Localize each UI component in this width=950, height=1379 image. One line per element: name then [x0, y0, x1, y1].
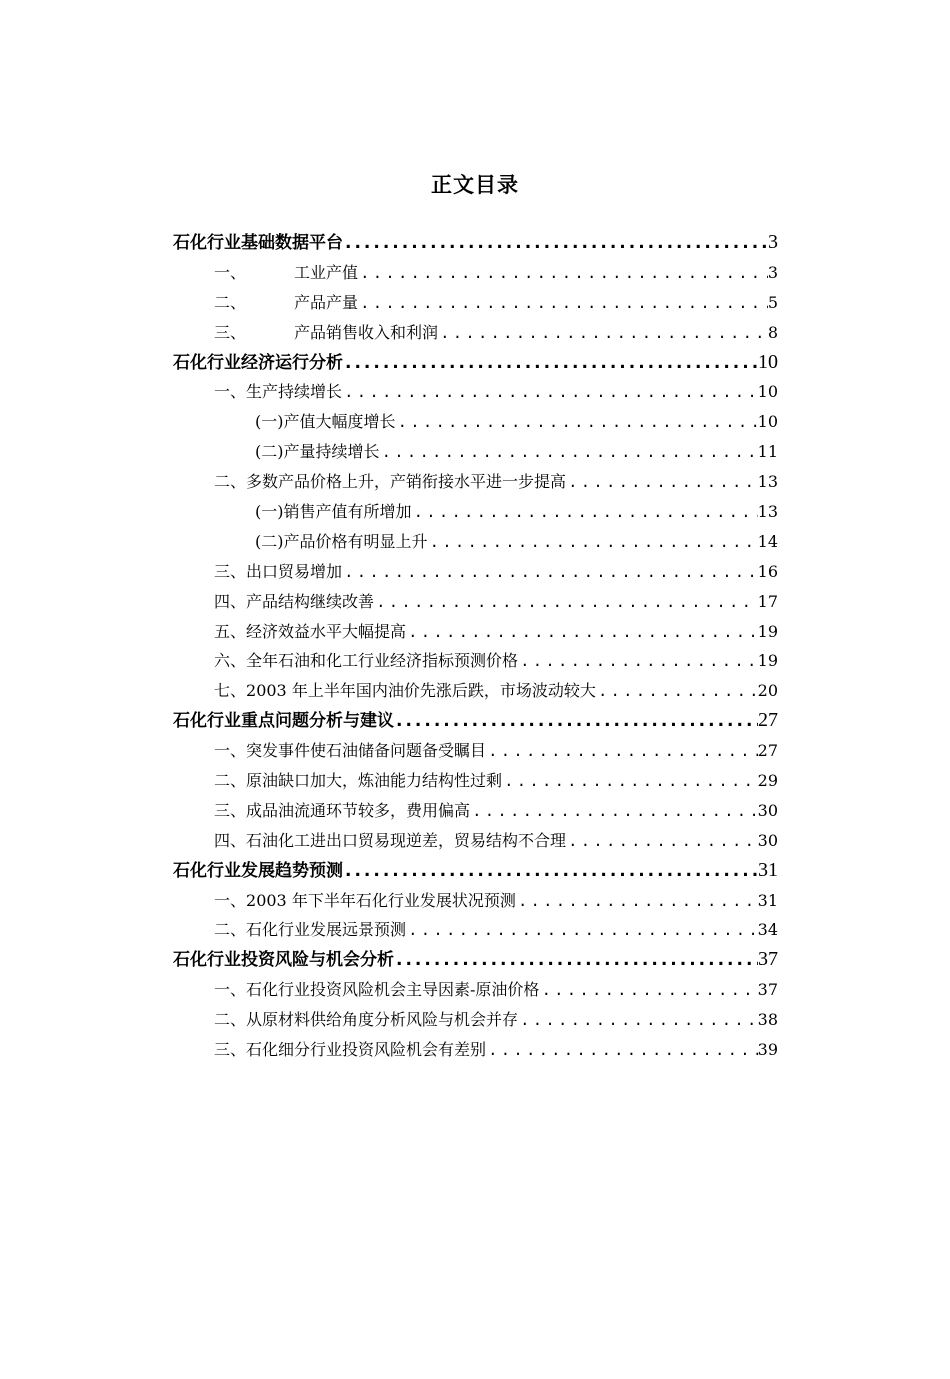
- toc-subsection-entry[interactable]: [173, 915, 778, 945]
- toc-page-number: 13: [757, 472, 778, 492]
- toc-entry-title: 产品结构继续改善: [246, 591, 375, 611]
- toc-entry-number: 一、: [214, 890, 247, 910]
- toc-entry-title: 产量持续增长: [283, 442, 380, 462]
- toc-dot-leader: [438, 318, 768, 348]
- toc-entry-title: 销售产值有所增加: [283, 502, 412, 522]
- toc-dot-leader: [486, 1035, 758, 1065]
- toc-entry-number: 二、: [214, 771, 247, 791]
- toc-dot-leader: [358, 258, 768, 288]
- toc-page-number: 13: [757, 502, 778, 522]
- toc-entry-number: 三、: [214, 561, 247, 581]
- toc-dot-leader: [343, 857, 758, 886]
- toc-subsection-entry[interactable]: [173, 736, 778, 766]
- toc-entry-number: (二): [255, 442, 284, 462]
- toc-dot-leader: [394, 707, 758, 736]
- toc-entry-number: 三、: [214, 800, 247, 820]
- toc-dot-leader: [566, 826, 758, 856]
- toc-entry-number: 五、: [214, 621, 247, 641]
- toc-subsection-entry[interactable]: [173, 527, 778, 557]
- toc-entry-number: 三、: [214, 322, 247, 342]
- toc-subsection-entry[interactable]: [173, 258, 778, 288]
- toc-subsection-entry[interactable]: [173, 407, 778, 437]
- toc-subsection-entry[interactable]: [173, 646, 778, 676]
- toc-page-number: 34: [757, 920, 778, 940]
- toc-entry-title: 产品销售收入和利润: [294, 322, 439, 342]
- toc-page-number: 31: [757, 890, 778, 910]
- toc-entry-number: 二、: [214, 1010, 247, 1030]
- toc-subsection-entry[interactable]: [173, 288, 778, 318]
- toc-entry-title: 工业产值: [294, 262, 359, 282]
- toc-page-number: 3: [768, 231, 778, 253]
- toc-entry-number: 一、: [214, 262, 247, 282]
- toc-entry-number: 二、: [214, 920, 247, 940]
- toc-dot-leader: [406, 617, 758, 647]
- toc-page-number: 8: [767, 322, 778, 342]
- toc-dot-leader: [596, 676, 758, 706]
- toc-entry-title: 经济效益水平大幅提高: [246, 621, 407, 641]
- toc-subsection-entry[interactable]: [173, 617, 778, 647]
- toc-page-number: 29: [757, 771, 778, 791]
- toc-subsection-entry[interactable]: [173, 676, 778, 706]
- toc-page-number: 10: [757, 382, 778, 402]
- toc-dot-leader: [380, 437, 758, 467]
- toc-page-number: 17: [757, 591, 778, 611]
- toc-entry-title: 全年石油和化工行业经济指标预测价格: [246, 651, 519, 671]
- toc-dot-leader: [342, 557, 758, 587]
- toc-subsection-entry[interactable]: [173, 1005, 778, 1035]
- toc-page-number: 3: [767, 262, 778, 282]
- toc-subsection-entry[interactable]: [173, 437, 778, 467]
- toc-section-entry[interactable]: [173, 856, 778, 886]
- toc-dot-leader: [406, 915, 758, 945]
- toc-page-number: 16: [757, 561, 778, 581]
- toc-page-number: 37: [757, 980, 778, 1000]
- toc-entry-title: 突发事件使石油储备问题备受瞩目: [246, 741, 487, 761]
- toc-entry-title: 石化行业发展趋势预测: [173, 860, 343, 881]
- toc-entry-title: 石化行业经济运行分析: [173, 352, 343, 373]
- toc-dot-leader: [412, 497, 758, 527]
- toc-dot-leader: [470, 796, 758, 826]
- toc-page-number: 37: [758, 948, 778, 971]
- toc-subsection-entry[interactable]: [173, 1035, 778, 1065]
- toc-entry-title: 成品油流通环节较多，费用偏高: [246, 800, 471, 820]
- toc-entry-number: 四、: [214, 830, 247, 850]
- toc-dot-leader: [428, 527, 758, 557]
- toc-subsection-entry[interactable]: [173, 557, 778, 587]
- toc-dot-leader: [374, 587, 758, 617]
- toc-entry-title: 石化行业基础数据平台: [173, 233, 343, 253]
- toc-dot-leader: [566, 467, 758, 497]
- toc-dot-leader: [518, 646, 758, 676]
- toc-entry-number: (一): [255, 412, 284, 432]
- toc-entry-number: (一): [255, 502, 284, 522]
- toc-page-number: 11: [757, 442, 778, 462]
- toc-page-number: 5: [767, 292, 778, 312]
- toc-page-number: 39: [757, 1040, 778, 1060]
- toc-subsection-entry[interactable]: [173, 377, 778, 407]
- toc-entry-title: 2003 年上半年国内油价先涨后跌，市场波动较大: [246, 681, 596, 701]
- toc-entry-title: 石化细分行业投资风险机会有差别: [246, 1040, 487, 1060]
- toc-section-entry[interactable]: [173, 348, 778, 378]
- toc-entry-title: 出口贸易增加: [246, 561, 343, 581]
- toc-entry-number: 七、: [214, 681, 247, 701]
- toc-page-number: 14: [757, 531, 778, 551]
- toc-entry-title: 产品价格有明显上升: [283, 531, 428, 551]
- toc-subsection-entry[interactable]: [173, 318, 778, 348]
- toc-page-number: 27: [758, 709, 778, 732]
- toc-entry-number: 六、: [214, 651, 247, 671]
- page-title: 正文目录: [431, 173, 519, 197]
- toc-subsection-entry[interactable]: [173, 497, 778, 527]
- toc-entry-title: 2003 年下半年石化行业发展状况预测: [246, 890, 516, 910]
- toc-entry-title: 石化行业投资风险机会主导因素-原油价格: [246, 980, 540, 1000]
- toc-dot-leader: [486, 736, 758, 766]
- toc-page-number: 10: [757, 412, 778, 432]
- toc-page-number: 19: [757, 621, 778, 641]
- toc-dot-leader: [518, 1005, 758, 1035]
- toc-entry-title: 石化行业投资风险与机会分析: [173, 950, 394, 971]
- toc-dot-leader: [539, 975, 757, 1005]
- toc-subsection-entry[interactable]: [173, 766, 778, 796]
- toc-dot-leader: [396, 407, 758, 437]
- toc-entry-title: 石化行业发展远景预测: [246, 920, 407, 940]
- table-of-contents: [173, 228, 778, 1065]
- toc-dot-leader: [342, 377, 758, 407]
- toc-entry-title: 原油缺口加大，炼油能力结构性过剩: [246, 771, 503, 791]
- toc-entry-title: 石化行业重点问题分析与建议: [173, 711, 394, 732]
- toc-dot-leader: [343, 229, 768, 258]
- toc-entry-title: 多数产品价格上升，产销衔接水平进一步提高: [246, 472, 567, 492]
- toc-page-number: 19: [757, 651, 778, 671]
- toc-subsection-entry[interactable]: [173, 826, 778, 856]
- toc-dot-leader: [343, 349, 758, 378]
- toc-entry-title: 生产持续增长: [246, 382, 343, 402]
- toc-entry-number: 一、: [214, 382, 247, 402]
- toc-page-number: 31: [758, 858, 778, 881]
- toc-page-number: 30: [757, 800, 778, 820]
- toc-entry-number: 二、: [214, 472, 247, 492]
- toc-page-number: 10: [758, 350, 778, 373]
- toc-subsection-entry[interactable]: [173, 796, 778, 826]
- toc-entry-title: 石油化工进出口贸易现逆差，贸易结构不合理: [246, 830, 567, 850]
- toc-section-entry[interactable]: [173, 228, 778, 258]
- toc-subsection-entry[interactable]: [173, 886, 778, 916]
- toc-page-number: 30: [757, 830, 778, 850]
- toc-dot-leader: [516, 886, 758, 916]
- toc-entry-title: 产值大幅度增长: [283, 412, 396, 432]
- toc-dot-leader: [394, 946, 758, 975]
- toc-entry-number: 四、: [214, 591, 247, 611]
- toc-entry-number: 三、: [214, 1040, 247, 1060]
- toc-entry-number: 一、: [214, 980, 247, 1000]
- toc-dot-leader: [358, 288, 768, 318]
- toc-entry-number: 二、: [214, 292, 247, 312]
- toc-page-number: 20: [757, 681, 778, 701]
- toc-entry-number: 一、: [214, 741, 247, 761]
- toc-entry-title: 从原材料供给角度分析风险与机会并存: [246, 1010, 519, 1030]
- toc-subsection-entry[interactable]: [173, 467, 778, 497]
- toc-section-entry[interactable]: [173, 945, 778, 975]
- toc-dot-leader: [502, 766, 758, 796]
- toc-entry-number: (二): [255, 531, 284, 551]
- toc-page-number: 27: [757, 741, 778, 761]
- toc-subsection-entry[interactable]: [173, 587, 778, 617]
- toc-section-entry[interactable]: [173, 706, 778, 736]
- toc-subsection-entry[interactable]: [173, 975, 778, 1005]
- toc-page-number: 38: [757, 1010, 778, 1030]
- toc-entry-title: 产品产量: [294, 292, 359, 312]
